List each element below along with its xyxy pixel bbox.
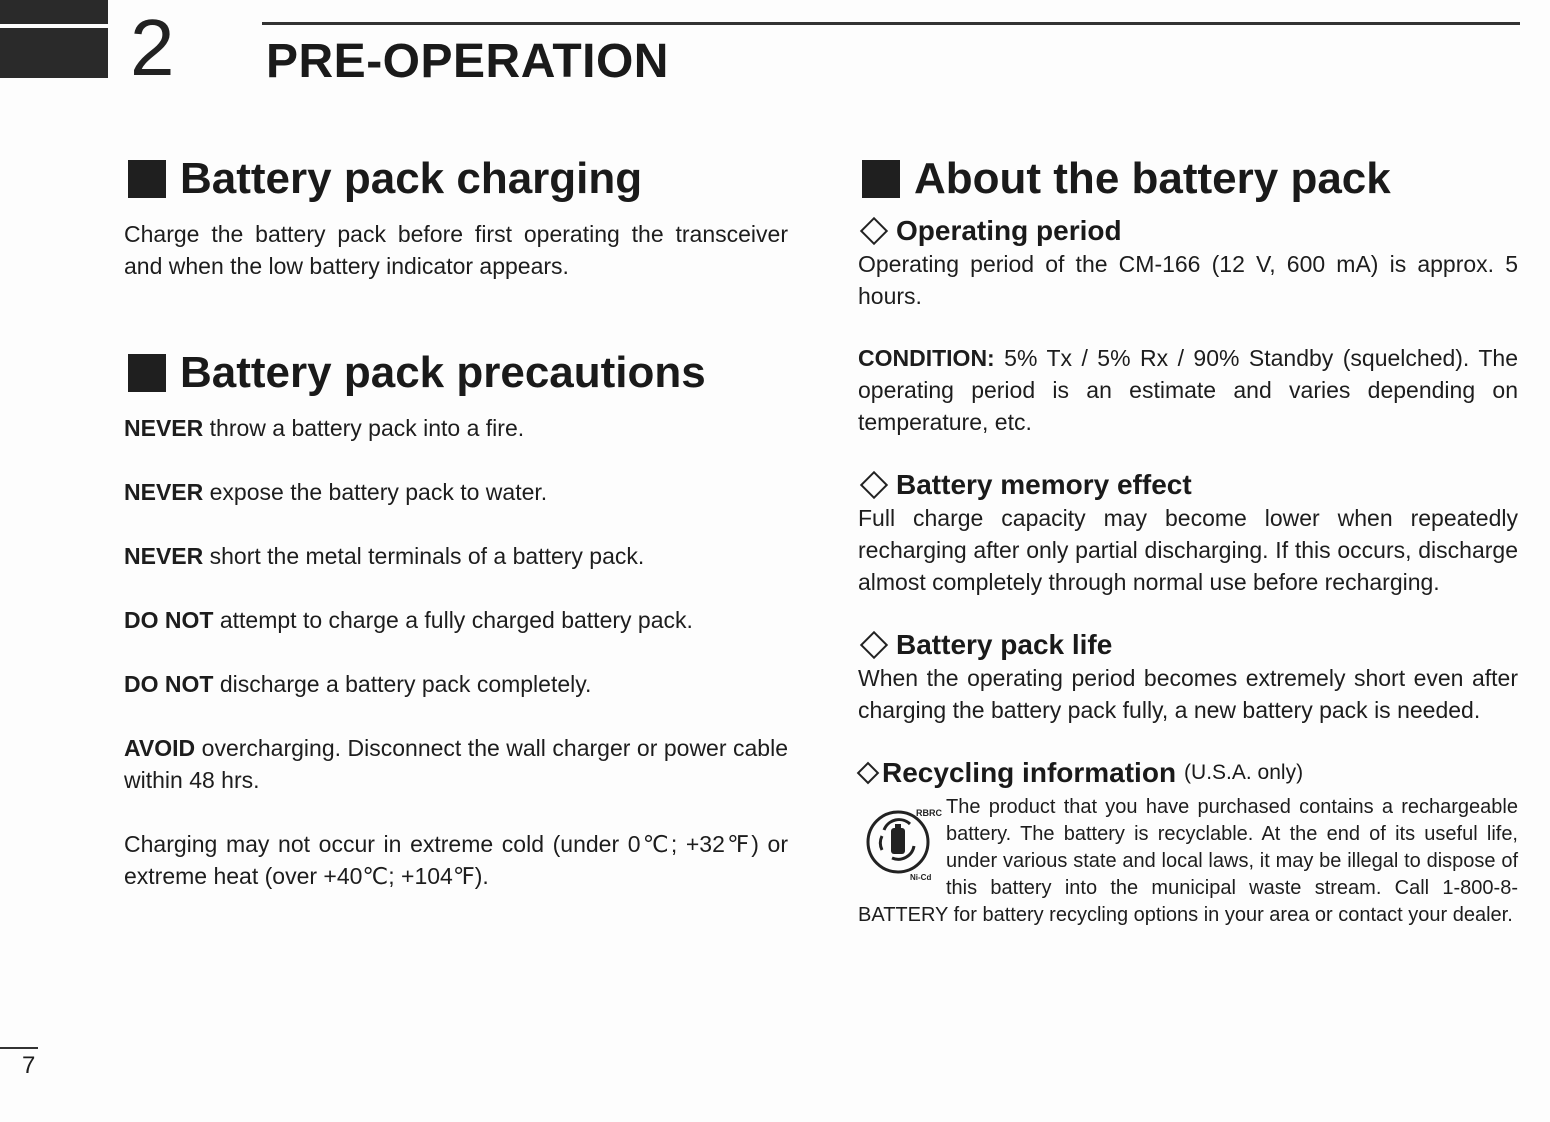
chapter-number: 2 [130,3,175,92]
diamond-icon [860,631,888,659]
chapter-tab-divider [0,24,108,28]
section-square-icon [128,354,166,392]
diamond-icon [857,762,880,785]
section-heading-precautions: Battery pack precautions [124,344,788,402]
chapter-tab [0,0,108,78]
subheading-memory-effect: Battery memory effect [858,468,1518,502]
right-column [858,150,1518,929]
left-column [124,150,788,892]
section-square-icon [862,160,900,198]
precaution-item: DO NOT discharge a battery pack completely. [124,671,592,697]
page-number-rule [0,1047,38,1049]
operating-period-body: Operating period of the CM-166 (12 V, 600 mA) is approx. 5 hours. [858,251,1518,309]
recycling-block [858,794,1518,929]
precaution-item: DO NOT attempt to charge a fully charged battery pack. [124,607,693,633]
diamond-icon [860,217,888,245]
page-number: 7 [22,1052,36,1079]
precaution-item: AVOID overcharging. Disconnect the wall charger or power cable within 48 hrs. [124,735,788,793]
subheading-recycling: Recycling information (U.S.A. only) [858,756,1518,790]
subheading-pack-life: Battery pack life [858,628,1518,662]
rbrc-recycle-seal-icon [858,800,942,884]
section-heading-charging: Battery pack charging [124,150,788,208]
chapter-title: PRE-OPERATION [266,35,669,88]
subheading-operating-period: Operating period [858,214,1518,248]
recycling-body: The product that you have purchased contains a rechargeable battery. The battery is recyclable. At the end of its useful life, under various state and local laws, it may be illegal to dispose of this battery into the municipal waste stream. Call 1-800-8-BATTERY for battery recycling options in your area or contact your dealer. [858,796,1518,926]
section-square-icon [128,160,166,198]
section-heading-about-battery: About the battery pack [858,150,1518,208]
temperature-note: Charging may not occur in extreme cold (under 0℃; +32℉) or extreme heat (over +40℃; +104℉). [124,831,788,889]
charging-body: Charge the battery pack before first operating the transceiver and when the low battery indicator appears. [124,221,788,279]
precaution-item: NEVER short the metal terminals of a battery pack. [124,543,645,569]
memory-effect-body: Full charge capacity may become lower when repeatedly recharging after only partial discharging. If this occurs, discharge almost completely through normal use before recharging. [858,505,1518,595]
pack-life-body: When the operating period becomes extremely short even after charging the battery pack fully, a new battery pack is needed. [858,665,1518,723]
svg-text:Ni-Cd: Ni-Cd [910,873,932,882]
precaution-item: NEVER throw a battery pack into a fire. [124,415,525,441]
header-rule [262,22,1520,25]
diamond-icon [860,471,888,499]
condition-paragraph: CONDITION: 5% Tx / 5% Rx / 90% Standby (squelched). The operating period is an estimate and varies depending on temperature, etc. [858,345,1518,435]
svg-text:RBRC: RBRC [916,808,942,818]
precaution-item: NEVER expose the battery pack to water. [124,479,548,505]
